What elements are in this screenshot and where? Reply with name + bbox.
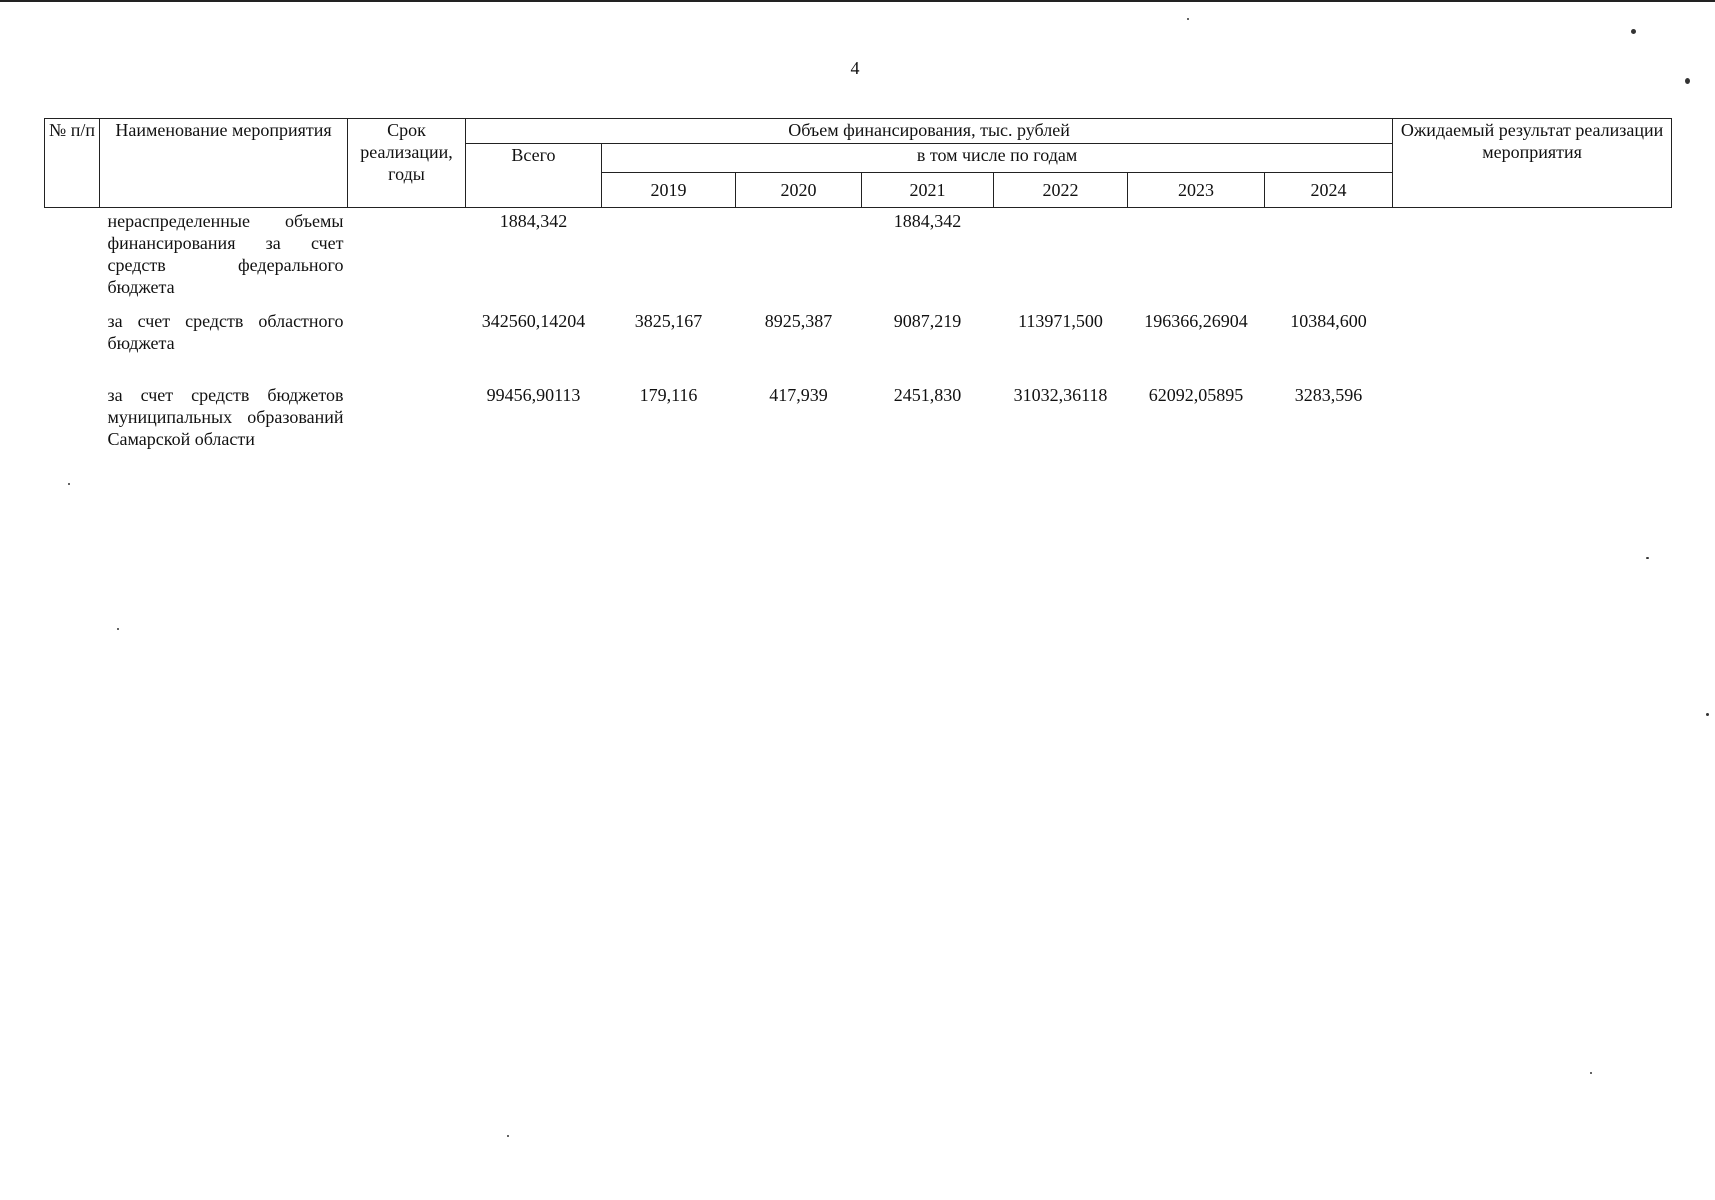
cell-result (1393, 310, 1672, 384)
cell-name: нераспределенные объемы финансирования за счет средств федерального бюджета (107, 211, 344, 297)
scan-speck (117, 628, 119, 630)
cell-year-2023: 196366,26904 (1144, 311, 1248, 331)
cell-year-2022 (994, 208, 1128, 311)
cell-total: 342560,14204 (481, 311, 586, 331)
scan-speck (1706, 713, 1709, 716)
cell-year-2019: 3825,167 (634, 311, 703, 331)
scan-speck (1685, 78, 1690, 84)
scan-speck (1631, 29, 1636, 34)
cell-num (45, 310, 100, 384)
header-year-2021: 2021 (862, 173, 994, 208)
table-header (45, 119, 1672, 208)
financing-table (44, 118, 1672, 454)
table-body (45, 208, 1672, 455)
cell-year-2020: 8925,387 (764, 311, 833, 331)
table-row (45, 208, 1672, 311)
cell-year-2022: 113971,500 (1018, 311, 1103, 331)
header-funding: Объем финансирования, тыс. рублей (466, 119, 1393, 144)
cell-term (348, 384, 466, 454)
page-number: 4 (850, 58, 860, 78)
scan-speck (1187, 18, 1189, 20)
cell-total: 99456,90113 (486, 385, 581, 405)
table-row (45, 310, 1672, 384)
scan-speck (507, 1135, 509, 1137)
cell-term (348, 208, 466, 311)
header-num: № п/п (45, 119, 100, 208)
scan-speck (1590, 1072, 1592, 1074)
cell-year-2022: 31032,36118 (1013, 385, 1108, 405)
cell-result (1393, 208, 1672, 311)
header-year-2022: 2022 (994, 173, 1128, 208)
cell-total: 1884,342 (499, 211, 568, 231)
cell-year-2023: 62092,05895 (1148, 385, 1244, 405)
table-row (45, 384, 1672, 454)
cell-year-2021: 9087,219 (893, 311, 962, 331)
header-year-2024: 2024 (1265, 173, 1393, 208)
cell-year-2024: 3283,596 (1294, 385, 1363, 405)
scan-speck (1646, 557, 1649, 559)
cell-year-2019: 179,116 (639, 385, 698, 405)
cell-num (45, 384, 100, 454)
header-term: Срок реализации, годы (348, 119, 466, 208)
header-total: Всего (466, 144, 602, 208)
cell-term (348, 310, 466, 384)
header-result: Ожидаемый результат реализации мероприятия (1393, 119, 1672, 208)
cell-year-2024: 10384,600 (1290, 311, 1367, 331)
cell-year-2021: 2451,830 (893, 385, 962, 405)
cell-num (45, 208, 100, 311)
cell-year-2023 (1128, 208, 1265, 311)
cell-name: за счет средств бюджетов муниципальных образований Самарской области (107, 385, 344, 449)
scan-speck (68, 483, 70, 485)
cell-name: за счет средств областного бюджета (107, 311, 344, 353)
cell-year-2019 (602, 208, 736, 311)
header-name: Наименование мероприятия (100, 119, 348, 208)
cell-year-2021: 1884,342 (893, 211, 962, 231)
header-by-years: в том числе по годам (602, 144, 1393, 173)
cell-year-2020: 417,939 (769, 385, 828, 405)
header-year-2019: 2019 (602, 173, 736, 208)
cell-result (1393, 384, 1672, 454)
top-border-line (0, 0, 1715, 2)
cell-year-2024 (1265, 208, 1393, 311)
header-year-2023: 2023 (1128, 173, 1265, 208)
header-year-2020: 2020 (736, 173, 862, 208)
cell-year-2020 (736, 208, 862, 311)
